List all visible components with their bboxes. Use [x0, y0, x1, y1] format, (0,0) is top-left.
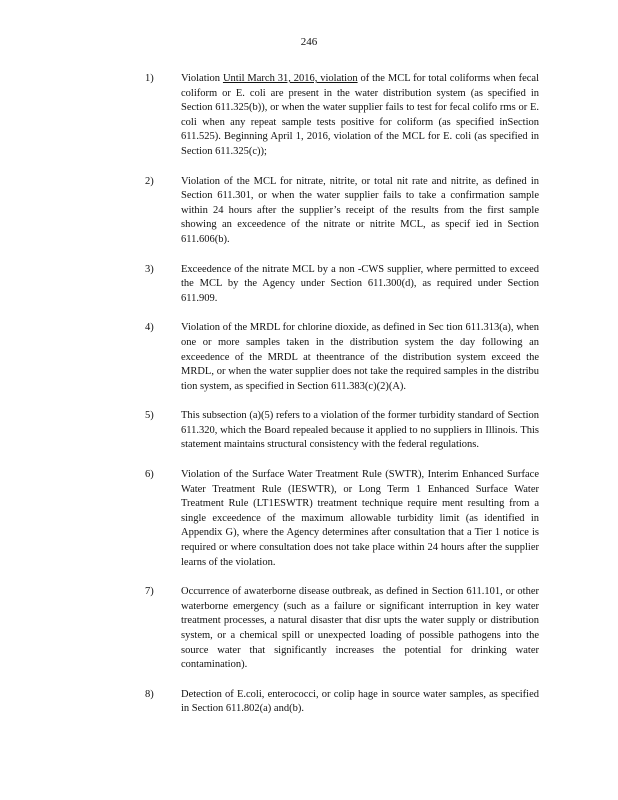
item-text: Violation of the Surface Water Treatment Rule (SWTR), Interim Enhanced Surface Water Treatment Rule (IESWTR), or Long Term 1 Enhanced Surface Water Treatment Rule (LT1ESWTR) treatment technique require ment resulting from a single exceedence of the maximum allowable turbidity limit (as identified in Appendix G), where the Agency determines after consultation that a Tier 1 notice is required or where consultation does not take place within 24 hours after the supplier learns of the violation. [181, 469, 539, 568]
violation-list [0, 72, 618, 732]
list-item [0, 409, 618, 453]
item-number: 8) [145, 688, 154, 700]
item-number: 7) [145, 586, 154, 598]
item-text: Violation of the MRDL for chlorine dioxide, as defined in Sec tion 611.313(a), when one or more samples taken in the distribution system the day following an exceedence of the MRDL at theentrance of the distribution system exceed the MRDL, or when the water supplier does not take the required samples in the distribu tion system, as specified in Section 611.383(c)(2)(A). [181, 322, 539, 392]
item-text: Violation of the MCL for nitrate, nitrite, or total nit rate and nitrite, as defined in Section 611.301, or when the water supplier fails to take a confirmation sample within 24 hours after the supplier’s receipt of the results from the first sample showing an exceedence of the nitrate or nitrite MCL, as specif ied in Section 611.606(b). [181, 175, 539, 245]
list-item [0, 263, 618, 307]
list-item [0, 585, 618, 673]
item-text: This subsection (a)(5) refers to a violation of the former turbidity standard of Section 611.320, which the Board repealed because it applied to no suppliers in Illinois. This statement maintains structural consistency with the federal regulations. [181, 410, 539, 451]
list-item [0, 175, 618, 248]
item-number: 2) [145, 175, 154, 187]
item-number: 6) [145, 469, 154, 481]
item-number: 1) [145, 73, 154, 84]
item-text-body: of the MCL for total coliforms when fecal coliform or E. coli are present in the water distribution system (as specified in Section 611.325(b)), or when the water supplier fails to test for fecal colifo rms or E. coli when any repeat sample tests positive for coliform (as specified inSection 611.525). Beginning April 1, 2016, violation of the MCL for E. coli (as specified in Section 611.325(c)); [181, 73, 539, 157]
item-number: 3) [145, 263, 154, 275]
item-number: 5) [145, 410, 154, 422]
list-item [0, 688, 618, 717]
item-text-prefix: Violation [181, 73, 223, 84]
underlined-amendment: Until March 31, 2016, violation [222, 73, 358, 84]
list-item [0, 321, 618, 394]
page-number: 246 [300, 36, 318, 48]
item-text [181, 72, 539, 160]
item-text: Detection of E.coli, enterococci, or colip hage in source water samples, as specified in Section 611.802(a) and(b). [181, 688, 539, 715]
item-text: Occurrence of awaterborne disease outbreak, as defined in Section 611.101, or other waterborne emergency (such as a failure or significant interruption in key water treatment processes, a natural disaster that disr upts the water supply or distribution system, or a chemical spill or unexpected loading of possible pathogens into the source water that significantly increases the potential for drinking water contamination). [181, 586, 539, 671]
list-item [0, 72, 618, 160]
item-text: Exceedence of the nitrate MCL by a non -CWS supplier, where permitted to exceed the MCL by the Agency under Section 611.300(d), as required under Section 611.909. [181, 263, 539, 304]
item-number: 4) [145, 322, 154, 334]
list-item [0, 468, 618, 570]
